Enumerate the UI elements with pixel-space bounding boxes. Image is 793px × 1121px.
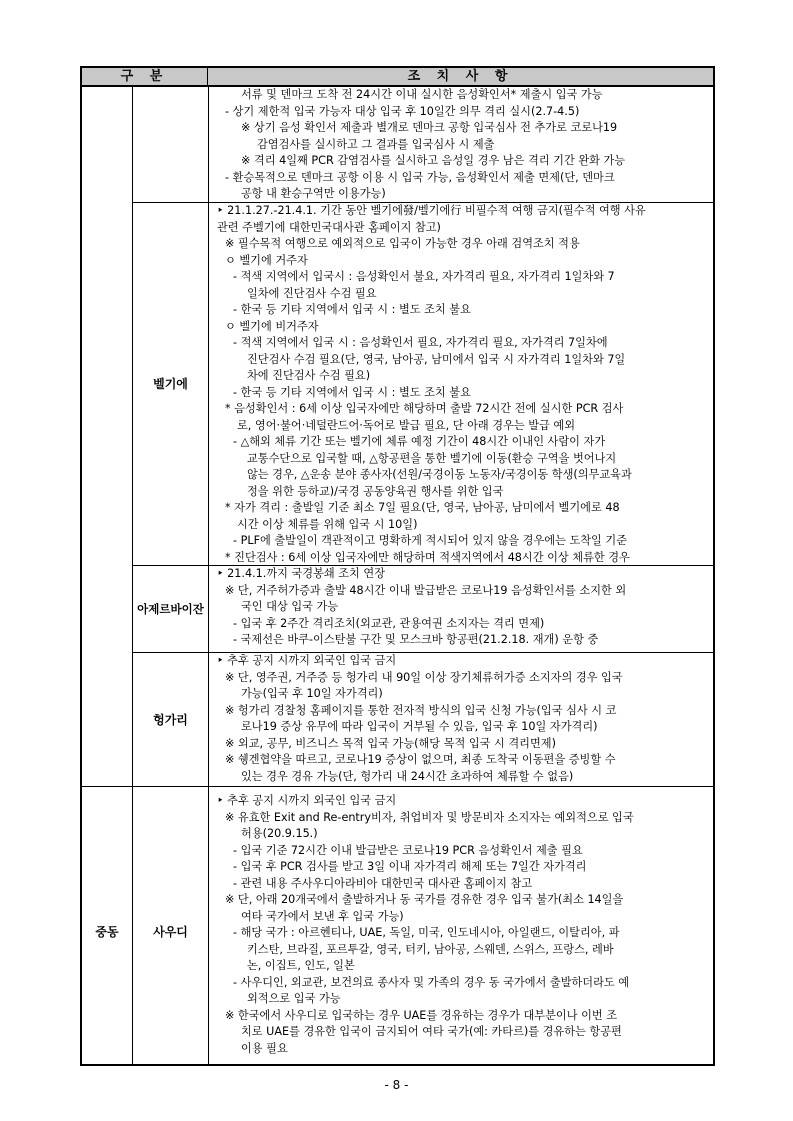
measure-line: - PLF에 출발일이 객관적이고 명확하게 적시되어 있지 않을 경우에는 도착일 기준 <box>233 534 628 547</box>
measure-line: ㅇ 벨기에 비거주자 <box>225 319 319 333</box>
measure-line: ‣ 추후 공지 시까지 외국인 입국 금지 <box>217 794 397 807</box>
measure-line: 여타 국가에서 보낸 후 입국 가능) <box>241 909 404 923</box>
measure-line: - 한국 등 기타 지역에서 입국 시 : 별도 조치 불요 <box>233 303 471 316</box>
measure-line: 있는 경우 경유 가능(단, 헝가리 내 24시간 초과하여 체류할 수 없음) <box>241 769 574 783</box>
measure-line: 교통수단으로 입국할 때, △항공편을 통한 벨기에 이동(환승 구역을 벗어나지 <box>247 451 617 465</box>
measures-table <box>80 66 715 1066</box>
measure-line: - 사우디인, 외교관, 보건의료 종사자 및 가족의 경우 동 국가에서 출발하더라도 예 <box>233 975 630 989</box>
measure-line: ※ 외교, 공무, 비즈니스 목적 입국 가능(해당 목적 입국 시 격리면제) <box>225 736 556 750</box>
measure-line: ‣ 추후 공지 시까지 외국인 입국 금지 <box>217 654 397 667</box>
measure-line: 일차에 진단검사 수검 필요 <box>247 286 377 300</box>
measure-line: ※ 필수목적 여행으로 예외적으로 입국이 가능한 경우 아래 검역조치 적용 <box>225 237 580 250</box>
country-label-hungary: 헝가리 <box>153 713 188 727</box>
measure-line: 공항 내 환승구역만 이용가능) <box>241 187 386 200</box>
measure-line: 감염검사를 실시하고 그 결과를 입국심사 시 제출 <box>257 137 495 151</box>
measure-line: * 음성확인서 : 6세 이상 입국자에만 해당하며 출발 72시간 전에 실시한 PCR 검사 <box>225 402 624 415</box>
measure-line: ㅇ 벨기에 거주자 <box>225 253 308 267</box>
measure-line: 키스탄, 브라질, 포르투갈, 영국, 터키, 남아공, 스웨덴, 스위스, 프랑스, 레바 <box>247 942 614 956</box>
measure-line: - 해당 국가 : 아르헨티나, UAE, 독일, 미국, 인도네시아, 아일랜드, 이탈리아, 파 <box>233 926 620 939</box>
measure-line: - 국제선은 바쿠-이스탄불 구간 및 모스크바 항공편(21.2.18. 재개) 운항 중 <box>233 633 599 646</box>
measure-line: ※ 헝가리 경찰청 홈페이지를 통한 전자적 방식의 입국 신청 가능(입국 심사 시 코 <box>225 703 617 717</box>
measure-line: ‣ 21.1.27.-21.4.1. 기간 동안 벨기에發/벨기에行 비필수적 여행 금지(필수적 여행 사유 <box>217 204 646 217</box>
measure-line: 로나19 증상 유무에 따라 입국이 거부될 수 있음, 입국 후 10일 자가격리) <box>241 720 598 733</box>
row-0-measures <box>217 87 707 202</box>
measure-line: ※ 격리 4일째 PCR 감염검사를 실시하고 음성일 경우 남은 격리 기간 완화 가능 <box>241 154 626 167</box>
measure-line: ※ 유효한 Exit and Re-entry비자, 취업비자 및 방문비자 소지자는 예외적으로 입국 <box>225 810 634 824</box>
measure-line: 치로 UAE를 경유한 입국이 금지되어 여타 국가(예: 카타르)를 경유하는 항공편 <box>241 1025 622 1038</box>
measure-line: 서류 및 덴마크 도착 전 24시간 이내 실시한 음성확인서* 제출시 입국 가능 <box>241 88 603 101</box>
measure-line: ※ 단, 아래 20개국에서 출발하거나 동 국가를 경유한 경우 입국 불가(최소 14일을 <box>225 893 624 906</box>
measure-line: - 입국 후 2주간 격리조치(외교관, 관용여권 소지자는 격리 면제) <box>233 616 545 630</box>
measure-line: ※ 단, 거주허가증과 출발 48시간 이내 발급받은 코로나19 음성확인서를 소지한 외 <box>225 583 627 597</box>
measure-line: 차에 진단검사 수검 필요) <box>247 369 371 382</box>
measure-line: - 입국 기준 72시간 이내 발급받은 코로나19 PCR 음성확인서 제출 필요 <box>233 843 583 857</box>
measure-line: ※ 단, 영주권, 거주증 등 헝가리 내 90일 이상 장기체류허가증 소지자의 경우 입국 <box>225 670 623 684</box>
measure-line: - 환승목적으로 덴마크 공항 이용 시 입국 가능, 음성확인서 제출 면제(단, 덴마크 <box>225 170 615 184</box>
measure-line: 정을 위한 등하교)/국경 공동양육권 행사를 위한 입국 <box>247 484 504 498</box>
measure-line: - 적색 지역에서 입국시 : 음성확인서 불요, 자가격리 필요, 자가격리 1일차와 7 <box>233 270 615 283</box>
measure-line: 관련 주벨기에 대한민국대사관 홈페이지 참고) <box>217 220 441 234</box>
region-label-middle-east: 중동 <box>95 925 119 939</box>
page-number: - 8 - <box>384 1078 409 1092</box>
measure-line: - △해외 체류 기간 또는 벨기에 체류 예정 기간이 48시간 이내인 사람이 자가 <box>233 435 606 448</box>
header-category: 구 분 <box>82 68 208 85</box>
row-1-measures <box>217 203 707 565</box>
measure-line: ※ 쉥겐협약을 따르고, 코로나19 증상이 없으며, 최종 도착국 이동편을 증빙할 수 <box>225 753 616 766</box>
measure-line: - 상기 제한적 입국 가능자 대상 입국 후 10일간 의무 격리 실시(2.7-4.5) <box>225 104 580 118</box>
measure-line: - 입국 후 PCR 검사를 받고 3일 이내 자가격리 해제 또는 7일간 자가격리 <box>233 860 587 873</box>
measure-line: ‣ 21.4.1.까지 국경봉쇄 조치 연장 <box>217 567 386 580</box>
country-label-belgium: 벨기에 <box>153 377 188 391</box>
measure-line: * 자가 격리 : 출발일 기준 최소 7일 필요(단, 영국, 남아공, 남미에서 벨기에로 48 <box>225 501 620 514</box>
header-measures: 조 치 사 항 <box>407 69 514 84</box>
country-label-saudi: 사우디 <box>153 925 188 939</box>
row-4-measures <box>217 793 707 1065</box>
measure-line: 않는 경우, △운송 분야 종사자(선원/국경이동 노동자/국경이동 학생(의무교육과 <box>247 468 632 481</box>
row-2-measures <box>217 566 707 652</box>
measure-line: 이용 필요 <box>241 1041 288 1055</box>
measure-line: 국인 대상 입국 가능 <box>241 600 339 613</box>
measure-line: ※ 상기 음성 확인서 제출과 별개로 덴마크 공항 입국심사 전 추가로 코로나19 <box>241 121 618 134</box>
measure-line: 허용(20.9.15.) <box>241 827 318 840</box>
table-header <box>82 68 713 87</box>
measure-line: 논, 이집트, 인도, 일본 <box>247 959 355 972</box>
country-label-azerbaijan: 아제르바이잔 <box>137 602 204 616</box>
measure-line: 진단검사 수검 필요(단, 영국, 남아공, 남미에서 입국 시 자가격리 1일차와 7일 <box>247 352 626 366</box>
measure-line: ※ 한국에서 사우디로 입국하는 경우 UAE를 경유하는 경우가 대부분이나 이번 조 <box>225 1008 618 1022</box>
row-3-measures <box>217 653 707 786</box>
measure-line: 시간 이상 체류를 위해 입국 시 10일) <box>237 517 418 531</box>
measure-line: - 관련 내용 주사우디아라비아 대한민국 대사관 홈페이지 참고 <box>233 876 533 890</box>
grid-line-region <box>132 87 133 1066</box>
grid-line-country <box>208 87 209 1066</box>
measure-line: * 진단검사 : 6세 이상 입국자에만 해당하며 적색지역에서 48시간 이상 체류한 경우 <box>225 550 630 564</box>
measure-line: 가능(입국 후 10일 자가격리) <box>241 687 383 700</box>
section-divider <box>82 786 713 787</box>
measure-line: 외적으로 입국 가능 <box>247 992 341 1005</box>
measure-line: - 적색 지역에서 입국 시 : 음성확인서 필요, 자가격리 필요, 자가격리 7일차에 <box>233 336 608 349</box>
measure-line: - 한국 등 기타 지역에서 입국 시 : 별도 조치 불요 <box>233 385 471 399</box>
measure-line: 로, 영어·불어·네덜란드어·독어로 발급 필요, 단 아래 경우는 발급 예외 <box>237 418 576 432</box>
